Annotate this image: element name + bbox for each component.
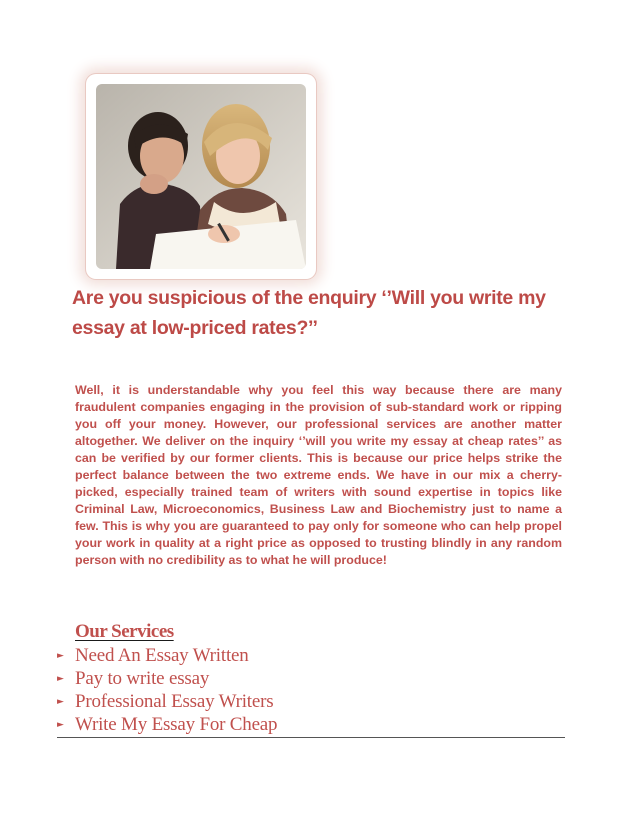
photo-frame <box>86 74 316 279</box>
services-list <box>57 644 565 736</box>
service-link-need-essay-written[interactable]: Need An Essay Written <box>75 644 249 666</box>
service-item <box>57 713 565 736</box>
page-heading: Are you suspicious of the enquiry ‘’Will you write my essay at low-priced rates?’’ <box>72 287 546 339</box>
bullet-icon: ► <box>57 696 64 707</box>
bullet-icon: ► <box>57 719 64 730</box>
service-link-write-my-essay-for-cheap[interactable]: Write My Essay For Cheap <box>75 713 278 735</box>
students-photo <box>96 84 306 269</box>
body-paragraph: Well, it is understandable why you feel this way because there are many fraudulent companies engaging in the provision of sub-standard work or ripping you off your money. However, our professional services are another matter altogether. We deliver on the inquiry ‘’will you write my essay at cheap rates’’ as can be verified by our former clients. This is because our price helps strike the perfect balance between the two extreme ends. We have in our mix a cherry-picked, especially trained team of writers with sound expertise in topics like Criminal Law, Microeconomics, Business Law and Biochemistry just to name a few. This is why you are guaranteed to pay only for someone who can help propel your work in quality at a right price as opposed to trusting blindly in any random person with no credibility as to what he will produce! <box>75 383 562 567</box>
service-item <box>57 690 565 713</box>
bullet-icon: ► <box>57 650 64 661</box>
service-link-professional-essay-writers[interactable]: Professional Essay Writers <box>75 690 274 712</box>
service-link-pay-to-write-essay[interactable]: Pay to write essay <box>75 667 210 689</box>
services-heading: Our Services <box>75 621 174 642</box>
service-item <box>57 644 565 667</box>
bottom-divider <box>57 737 565 738</box>
service-item <box>57 667 565 690</box>
bullet-icon: ► <box>57 673 64 684</box>
